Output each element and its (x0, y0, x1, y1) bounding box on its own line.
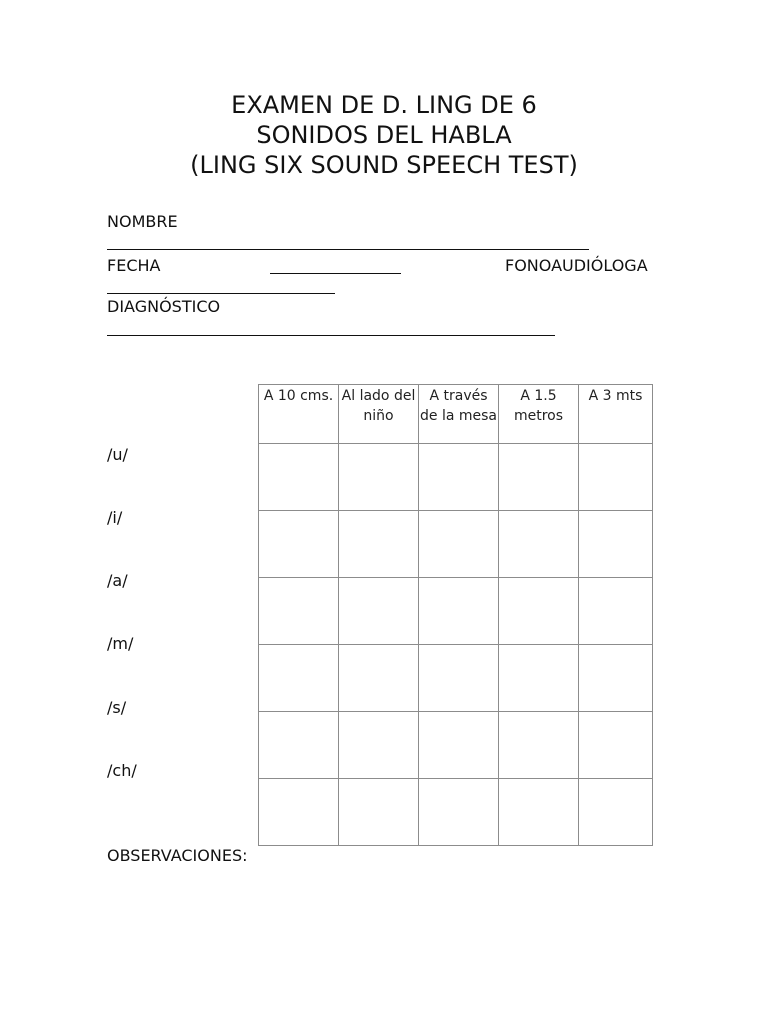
table-cell[interactable] (419, 511, 499, 578)
title-line-3: (LING SIX SOUND SPEECH TEST) (190, 151, 578, 179)
table-cell[interactable] (419, 712, 499, 779)
table-cell[interactable] (579, 712, 653, 779)
table-cell[interactable] (419, 779, 499, 846)
diagnostico-line (107, 335, 555, 336)
column-header-across-table: A través de la mesa (419, 385, 499, 444)
observaciones-label: OBSERVACIONES: (107, 846, 248, 865)
table-cell[interactable] (579, 578, 653, 645)
sound-label-a: /a/ (107, 571, 128, 590)
table-cell[interactable] (499, 578, 579, 645)
ling-test-table (258, 384, 653, 846)
table-cell[interactable] (339, 645, 419, 712)
sound-label-i: /i/ (107, 508, 123, 527)
table-cell[interactable] (579, 444, 653, 511)
table-cell[interactable] (259, 578, 339, 645)
table-cell[interactable] (339, 779, 419, 846)
table-cell[interactable] (499, 511, 579, 578)
fecha-label: FECHA (107, 256, 161, 275)
table-cell[interactable] (259, 511, 339, 578)
table-cell[interactable] (579, 779, 653, 846)
nombre-line (107, 249, 589, 250)
fonoaudiologa-label: FONOAUDIÓLOGA (505, 256, 648, 275)
title-line-1: EXAMEN DE D. LING DE 6 (231, 91, 537, 119)
column-header-beside-child: Al lado del niño (339, 385, 419, 444)
table-cell[interactable] (499, 779, 579, 846)
fecha-line (270, 273, 401, 274)
table-cell[interactable] (339, 511, 419, 578)
table-cell[interactable] (339, 444, 419, 511)
table-cell[interactable] (419, 645, 499, 712)
table-row (259, 645, 653, 712)
table-cell[interactable] (339, 712, 419, 779)
table-row (259, 444, 653, 511)
fonoaudiologa-line (107, 293, 335, 294)
table-cell[interactable] (579, 645, 653, 712)
table-row (259, 511, 653, 578)
sound-label-m: /m/ (107, 634, 134, 653)
table-cell[interactable] (499, 444, 579, 511)
table-cell[interactable] (499, 645, 579, 712)
table-cell[interactable] (259, 779, 339, 846)
table-cell[interactable] (339, 578, 419, 645)
page-title (0, 90, 768, 180)
column-header-10cm: A 10 cms. (259, 385, 339, 444)
table-row (259, 779, 653, 846)
diagnostico-label: DIAGNÓSTICO (107, 297, 221, 316)
title-line-2: SONIDOS DEL HABLA (256, 121, 512, 149)
column-header-1-5m: A 1.5 metros (499, 385, 579, 444)
table-row (259, 578, 653, 645)
sound-label-u: /u/ (107, 445, 128, 464)
sound-label-ch: /ch/ (107, 761, 137, 780)
column-header-3m: A 3 mts (579, 385, 653, 444)
table-cell[interactable] (259, 444, 339, 511)
table-cell[interactable] (419, 578, 499, 645)
table-cell[interactable] (579, 511, 653, 578)
sound-label-s: /s/ (107, 698, 127, 717)
nombre-label: NOMBRE (107, 212, 178, 231)
table-header-row (259, 385, 653, 444)
table-cell[interactable] (259, 712, 339, 779)
table-cell[interactable] (499, 712, 579, 779)
table-row (259, 712, 653, 779)
table-cell[interactable] (419, 444, 499, 511)
table-cell[interactable] (259, 645, 339, 712)
